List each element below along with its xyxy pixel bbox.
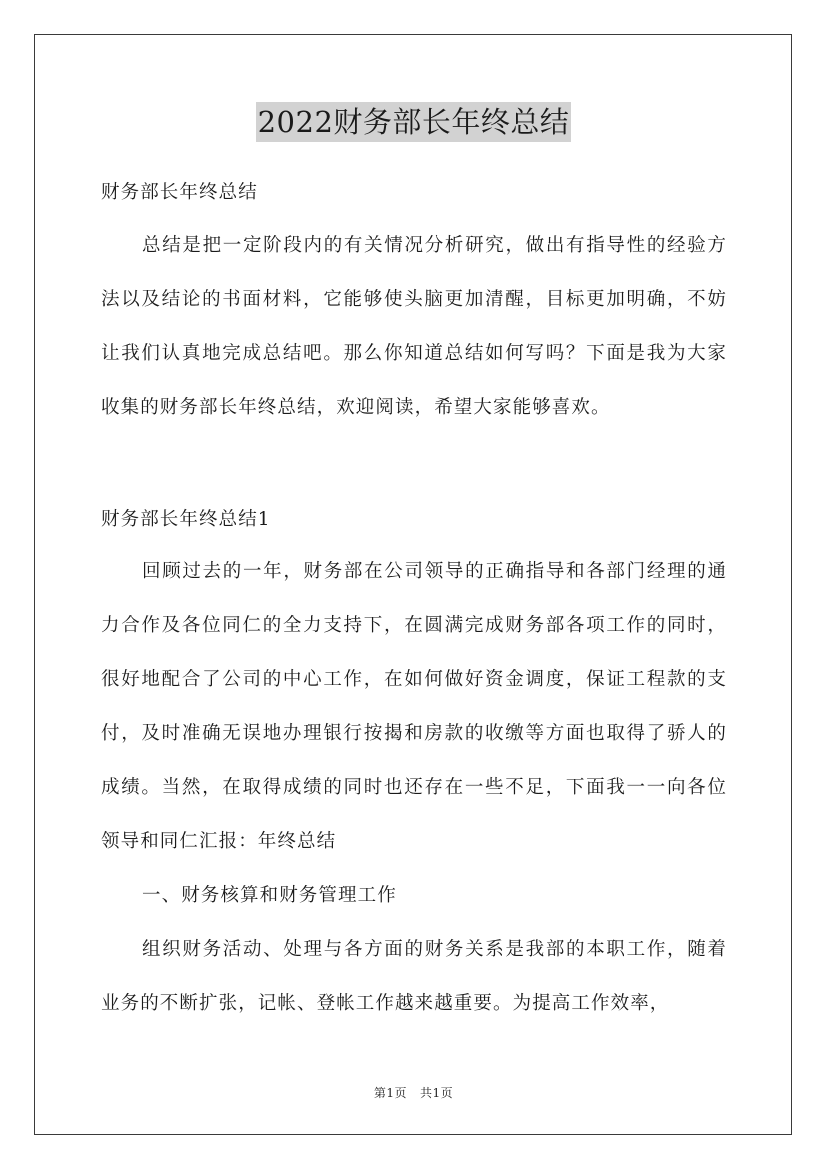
section-heading: 财务部长年终总结1	[101, 509, 271, 530]
section-paragraph-1: 回顾过去的一年，财务部在公司领导的正确指导和各部门经理的通力合作及各位同仁的全力支持下，在圆满完成财务部各项工作的同时，很好地配合了公司的中心工作，在如何做好资金调度，保证工程款的支付，及时准确无误地办理银行按揭和房款的收缴等方面也取得了骄人的成绩。当然，在取得成绩的同时也还存在一些不足，下面我一一向各位领导和同仁汇报：年终总结	[101, 561, 727, 852]
document-title: 2022财务部长年终总结	[256, 102, 572, 142]
section-paragraph-2: 组织财务活动、处理与各方面的财务关系是我部的本职工作，随着业务的不断扩张，记帐、登帐工作越来越重要。为提高工作效率，	[101, 939, 727, 1014]
page-total: 共1页	[419, 1086, 454, 1100]
subtitle: 财务部长年终总结	[101, 182, 258, 203]
page-footer	[0, 1084, 827, 1101]
intro-paragraph: 总结是把一定阶段内的有关情况分析研究，做出有指导性的经验方法以及结论的书面材料，它能够使头脑更加清醒，目标更加明确，不妨让我们认真地完成总结吧。那么你知道总结如何写吗？下面是我为大家收集的财务部长年终总结，欢迎阅读，希望大家能够喜欢。	[101, 235, 727, 418]
document-title-wrapper	[0, 102, 827, 142]
page-number: 第1页	[373, 1086, 408, 1100]
section-subheading: 一、财务核算和财务管理工作	[142, 885, 397, 906]
